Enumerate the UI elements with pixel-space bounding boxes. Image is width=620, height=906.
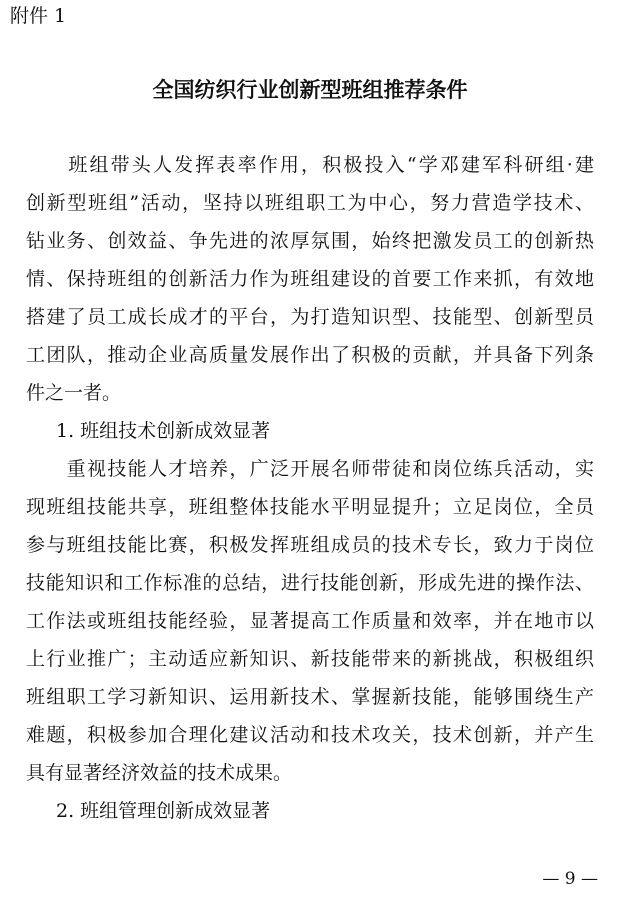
paragraph-line: 情、保持班组的创新活力作为班组建设的首要工作来抓，有效地 (26, 268, 594, 290)
paragraph-line: 参与班组技能比赛，积极发挥班组成员的技术专长，致力于岗位 (26, 534, 594, 556)
paragraph-line: 件之一者。 (26, 382, 122, 404)
paragraph-line: 班组职工学习新知识、运用新技术、掌握新技能，能够围绕生产 (26, 686, 594, 708)
paragraph-line: 技能知识和工作标准的总结，进行技能创新，形成先进的操作法、 (26, 572, 594, 594)
document-title: 全国纺织行业创新型班组推荐条件 (152, 78, 468, 102)
paragraph-line: 难题，积极参加合理化建议活动和技术攻关，技术创新，并产生 (26, 724, 594, 746)
paragraph-line: 搭建了员工成长成才的平台，为打造知识型、技能型、创新型员 (26, 306, 594, 328)
paragraph-line: 工团队，推动企业高质量发展作出了积极的贡献，并具备下列条 (26, 344, 594, 366)
paragraph-line: 班组带头人发挥表率作用，积极投入“学邓建军科研组·建 (26, 154, 594, 176)
paragraph-line: 重视技能人才培养，广泛开展名师带徒和岗位练兵活动，实 (26, 458, 594, 480)
paragraph-line: 工作法或班组技能经验，显著提高工作质量和效率，并在地市以 (26, 610, 594, 632)
paragraph-line: 现班组技能共享，班组整体技能水平明显提升；立足岗位，全员 (26, 496, 594, 518)
section-heading-1: 1. 班组技术创新成效显著 (56, 420, 271, 442)
section-heading-2: 2. 班组管理创新成效显著 (56, 800, 271, 822)
page-number: — 9 — (542, 869, 598, 889)
paragraph-line: 钻业务、创效益、争先进的浓厚氛围，始终把激发员工的创新热 (26, 230, 594, 252)
attachment-label: 附件 1 (10, 5, 67, 27)
paragraph-line: 具有显著经济效益的技术成果。 (26, 762, 293, 784)
paragraph-line: 创新型班组”活动，坚持以班组职工为中心，努力营造学技术、 (26, 192, 594, 214)
paragraph-line: 上行业推广；主动适应新知识、新技能带来的新挑战，积极组织 (26, 648, 594, 670)
